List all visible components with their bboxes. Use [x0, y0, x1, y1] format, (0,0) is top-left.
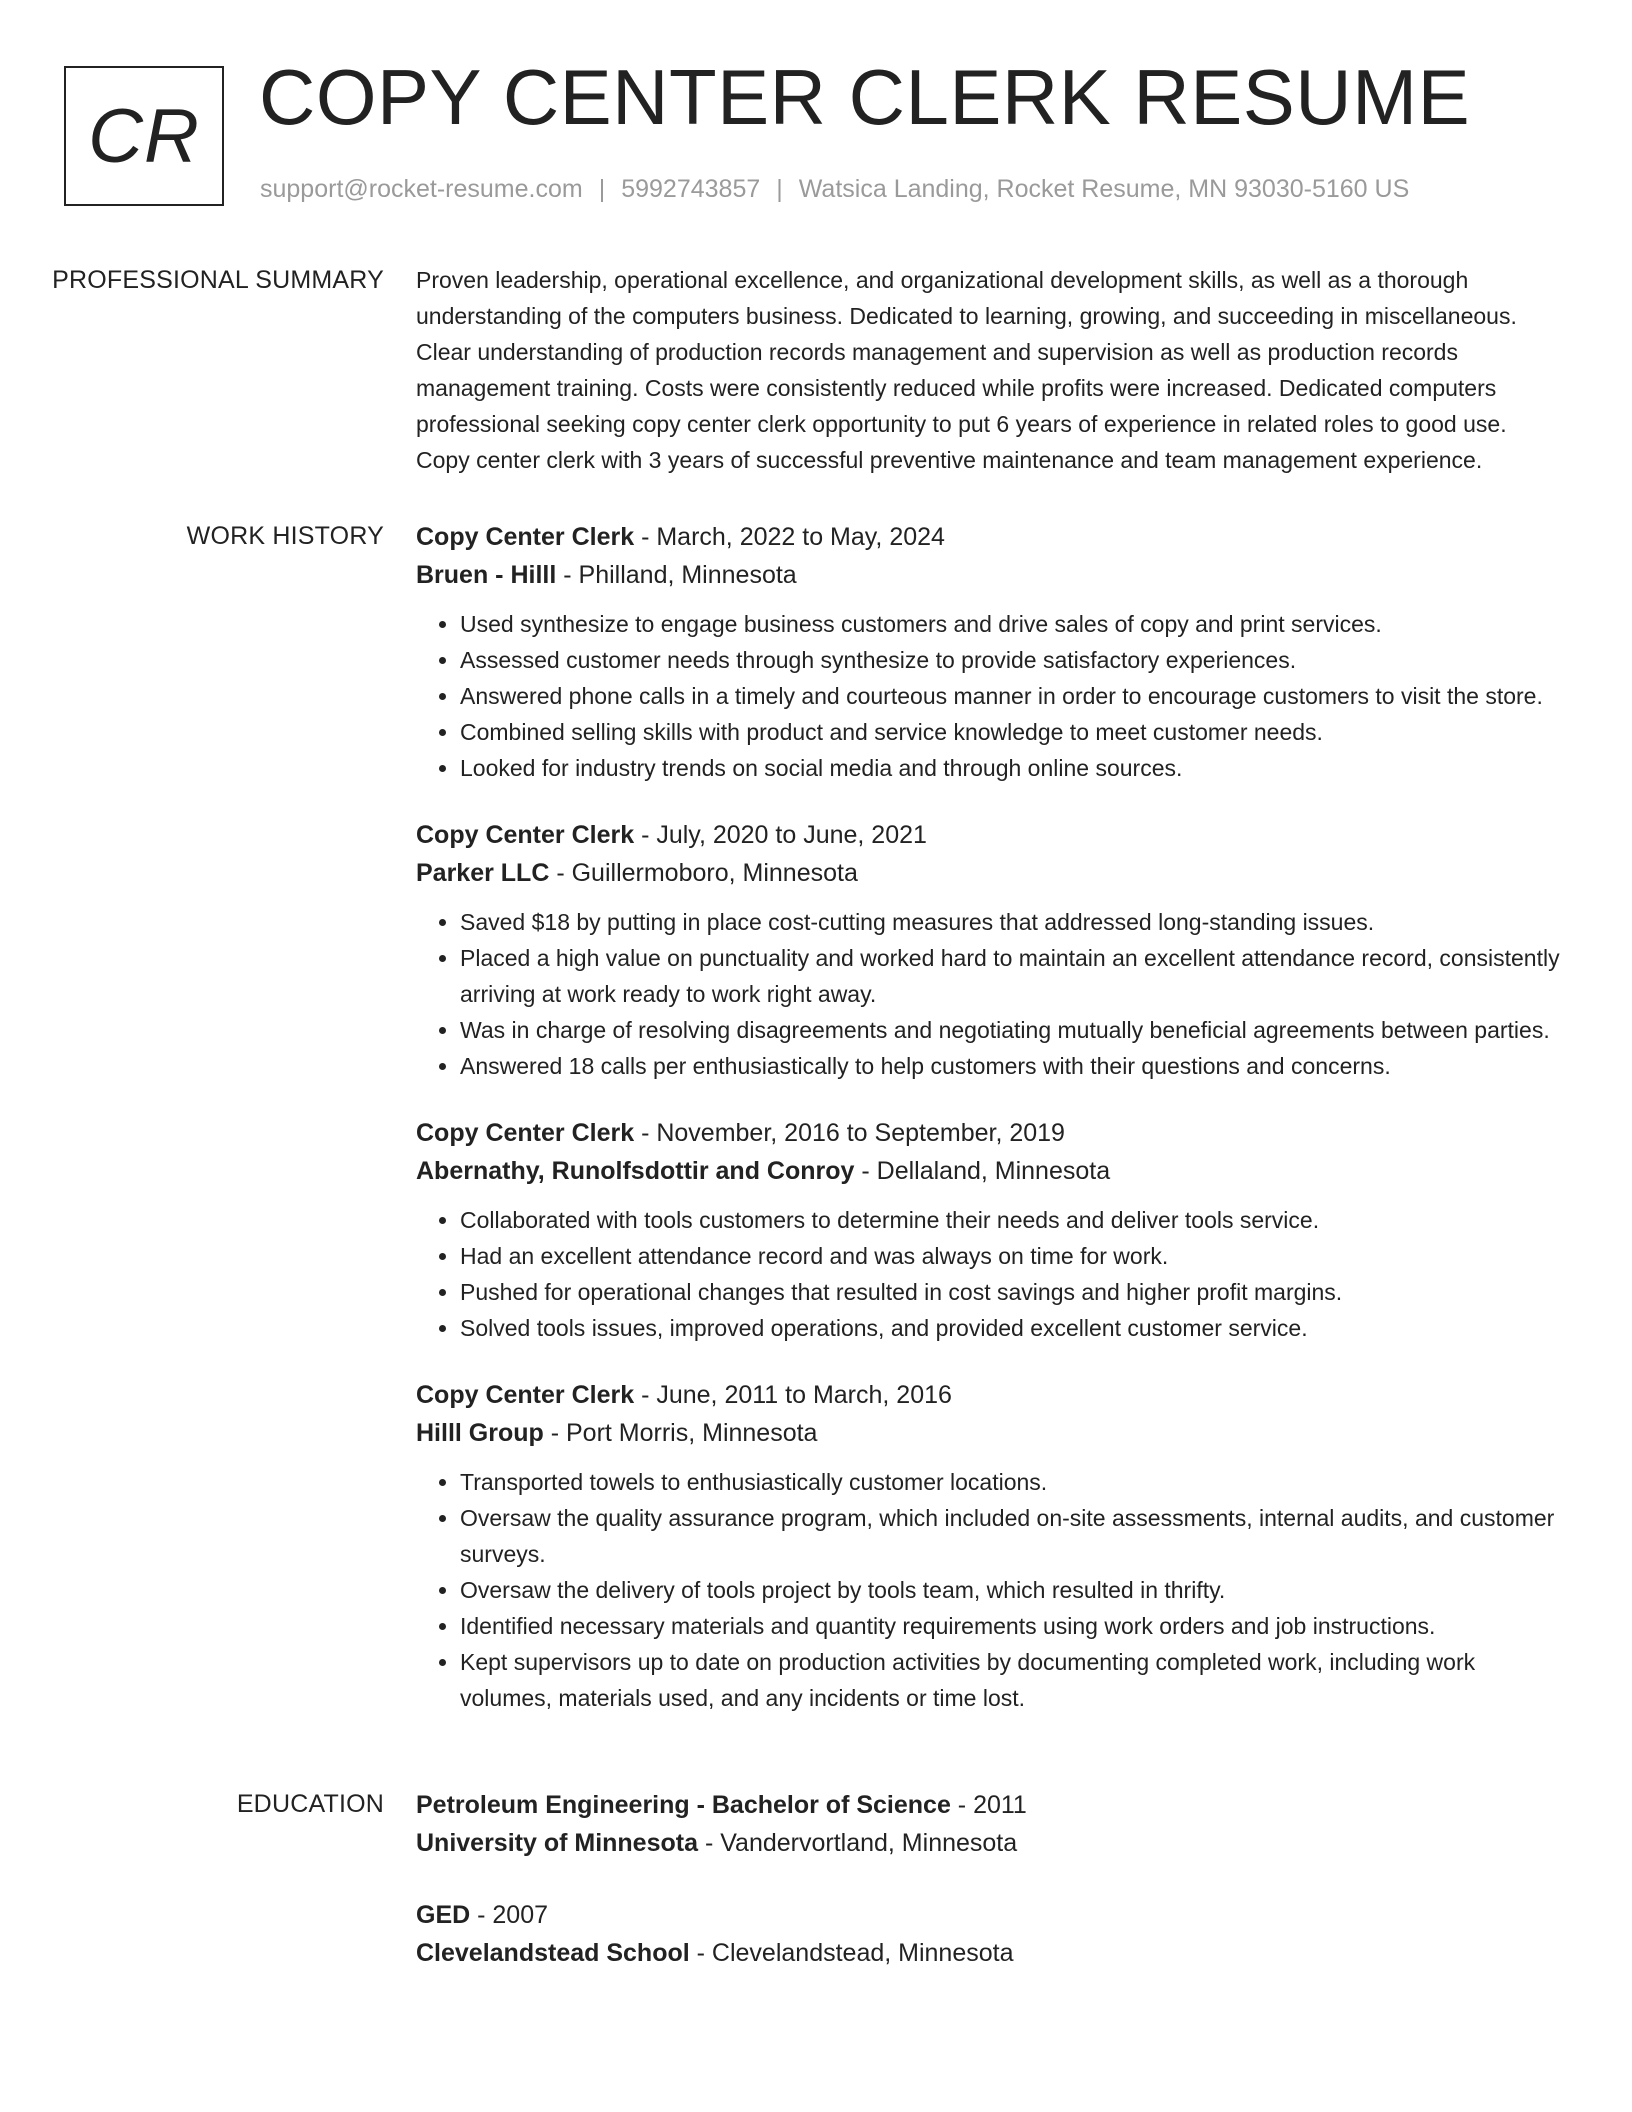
resume-sections [0, 262, 1632, 2046]
section-label: EDUCATION [236, 1790, 384, 1818]
job-location: - Guillermoboro, Minnesota [549, 859, 858, 887]
job-bullet: • Used synthesize to engage business customers and drive sales of copy and print services. [460, 606, 1566, 642]
section-body [416, 1786, 1566, 2006]
education-school: University of Minnesota [416, 1829, 698, 1857]
education-degree-line [416, 1896, 1566, 1934]
job-entry [416, 816, 1566, 1084]
contact-email[interactable]: support@rocket-resume.com [260, 175, 583, 203]
job-bullet: • Answered phone calls in a timely and courteous manner in order to encourage customers to visit the store. [460, 678, 1566, 714]
contact-phone[interactable]: 5992743857 [621, 175, 761, 203]
job-location: - Philland, Minnesota [556, 561, 797, 589]
job-bullet: • Solved tools issues, improved operations, and provided excellent customer service. [460, 1310, 1566, 1346]
education-location: - Clevelandstead, Minnesota [689, 1939, 1014, 1967]
job-title: Copy Center Clerk [416, 821, 635, 849]
work-history-section [0, 518, 1632, 1746]
education-school: Clevelandstead School [416, 1939, 690, 1967]
job-bullet: • Pushed for operational changes that resulted in cost savings and higher profit margins. [460, 1274, 1566, 1310]
job-company: Bruen - Hilll [416, 561, 557, 589]
job-bullet: • Transported towels to enthusiastically customer locations. [460, 1464, 1566, 1500]
job-company: Abernathy, Runolfsdottir and Conroy [416, 1157, 855, 1185]
job-company-line [416, 556, 1566, 594]
contact-address: Watsica Landing, Rocket Resume, MN 93030-5160 US [798, 175, 1410, 203]
education-year: - 2011 [950, 1791, 1027, 1819]
education-section [0, 1786, 1632, 2006]
job-bullet: • Was in charge of resolving disagreements and negotiating mutually beneficial agreements between parties. [460, 1012, 1566, 1048]
education-entry [416, 1786, 1566, 1862]
job-bullet: • Combined selling skills with product and service knowledge to meet customer needs. [460, 714, 1566, 750]
job-bullet: • Looked for industry trends on social media and through online sources. [460, 750, 1566, 786]
job-location: - Dellaland, Minnesota [854, 1157, 1111, 1185]
job-dates: - June, 2011 to March, 2016 [634, 1381, 952, 1409]
job-bullet: • Placed a high value on punctuality and worked hard to maintain an excellent attendance record, consistently arriving at work ready to work right away. [460, 940, 1566, 1012]
job-title: Copy Center Clerk [416, 523, 635, 551]
job-title-line [416, 518, 1566, 556]
contact-line [260, 175, 1409, 204]
contact-separator: | [776, 175, 783, 203]
summary-section [0, 262, 1632, 478]
job-dates: - November, 2016 to September, 2019 [634, 1119, 1065, 1147]
job-company-line [416, 1414, 1566, 1452]
job-company: Parker LLC [416, 859, 550, 887]
job-company-line [416, 1152, 1566, 1190]
job-company-line [416, 854, 1566, 892]
job-bullet: • Oversaw the quality assurance program, which included on-site assessments, internal audits, and customer surveys. [460, 1500, 1566, 1572]
education-school-line [416, 1934, 1566, 1972]
job-dates: - March, 2022 to May, 2024 [634, 523, 945, 551]
summary-text: Proven leadership, operational excellence, and organizational development skills, as well as a thorough understanding of the computers business. Dedicated to learning, growing, and succeeding in miscellaneous. Clear understanding of production records management and supervision as well as production records management training. Costs were consistently reduced while profits were increased. Dedicated computers professional seeking copy center clerk opportunity to put 6 years of experience in related roles to good use. Copy center clerk with 3 years of successful preventive maintenance and team management experience. [416, 267, 1517, 473]
job-bullets [416, 904, 1566, 1084]
section-body [416, 262, 1566, 478]
job-title-line [416, 1376, 1566, 1414]
job-bullet: • Answered 18 calls per enthusiastically to help customers with their questions and concerns. [460, 1048, 1566, 1084]
section-label: PROFESSIONAL SUMMARY [52, 266, 384, 294]
education-year: - 2007 [470, 1901, 549, 1929]
job-title-line [416, 1114, 1566, 1152]
contact-separator: | [598, 175, 606, 203]
job-entry [416, 1114, 1566, 1346]
section-label: WORK HISTORY [186, 522, 384, 550]
job-bullet: • Had an excellent attendance record and was always on time for work. [460, 1238, 1566, 1274]
job-title: Copy Center Clerk [416, 1119, 635, 1147]
job-bullet: • Assessed customer needs through synthesize to provide satisfactory experiences. [460, 642, 1566, 678]
job-title-line [416, 816, 1566, 854]
job-bullets [416, 1202, 1566, 1346]
education-school-line [416, 1824, 1566, 1862]
job-bullet: • Kept supervisors up to date on production activities by documenting completed work, including work volumes, materials used, and any incidents or time lost. [460, 1644, 1566, 1716]
education-entry [416, 1896, 1566, 1972]
job-entry [416, 1376, 1566, 1716]
job-location: - Port Morris, Minnesota [543, 1419, 818, 1447]
job-dates: - July, 2020 to June, 2021 [634, 821, 927, 849]
monogram-logo: CR [64, 66, 224, 206]
job-bullet: • Identified necessary materials and quantity requirements using work orders and job instructions. [460, 1608, 1566, 1644]
section-body [416, 518, 1566, 1746]
job-bullet: • Collaborated with tools customers to determine their needs and deliver tools service. [460, 1202, 1566, 1238]
job-bullet: • Saved $18 by putting in place cost-cutting measures that addressed long-standing issues. [460, 904, 1566, 940]
job-company: Hilll Group [416, 1419, 544, 1447]
job-entry [416, 518, 1566, 786]
job-bullets [416, 1464, 1566, 1716]
education-location: - Vandervortland, Minnesota [698, 1829, 1018, 1857]
education-degree: Petroleum Engineering - Bachelor of Science [416, 1791, 951, 1819]
job-bullets [416, 606, 1566, 786]
job-title: Copy Center Clerk [416, 1381, 635, 1409]
job-bullet: • Oversaw the delivery of tools project by tools team, which resulted in thrifty. [460, 1572, 1566, 1608]
education-degree: GED [416, 1901, 471, 1929]
education-degree-line [416, 1786, 1566, 1824]
page-title: COPY CENTER CLERK RESUME [259, 53, 1471, 141]
